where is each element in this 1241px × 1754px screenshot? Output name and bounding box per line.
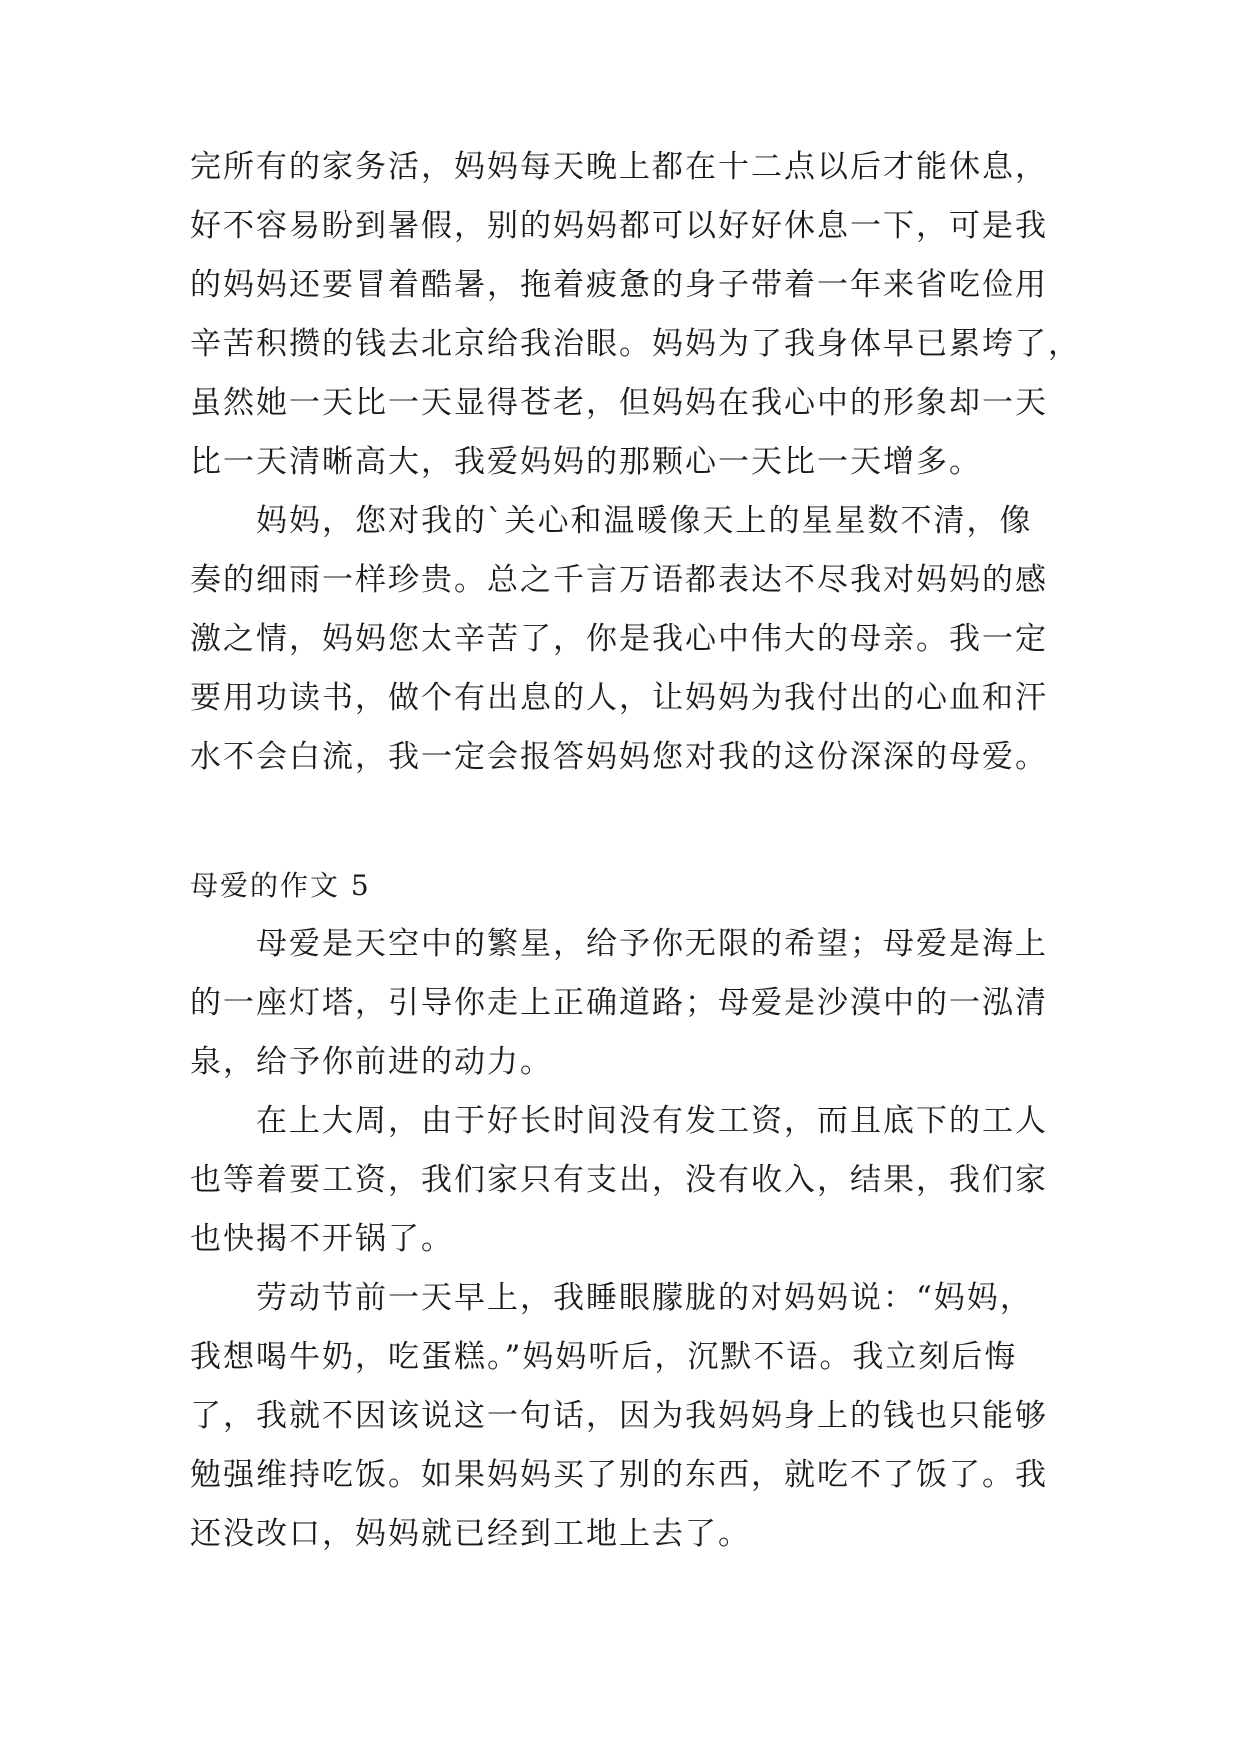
text-line: 好不容易盼到暑假，别的妈妈都可以好好休息一下，可是我 xyxy=(190,208,1048,244)
essay-5-body xyxy=(190,915,1090,1564)
text-line: 要用功读书，做个有出息的人，让妈妈为我付出的心血和汗 xyxy=(190,680,1048,716)
text-line: 也等着要工资，我们家只有支出，没有收入，结果，我们家 xyxy=(190,1162,1048,1198)
essay-continuation xyxy=(190,138,1090,787)
paragraph-first-line: 妈妈，您对我的`关心和温暖像天上的星星数不清，像 xyxy=(256,503,1033,539)
text-line: 比一天清晰高大，我爱妈妈的那颗心一天比一天增多。 xyxy=(190,444,982,480)
text-line: 水不会白流，我一定会报答妈妈您对我的这份深深的母爱。 xyxy=(190,739,1048,775)
text-line: 奏的细雨一样珍贵。总之千言万语都表达不尽我对妈妈的感 xyxy=(190,562,1048,598)
text-line: 辛苦积攒的钱去北京给我治眼。妈妈为了我身体早已累垮了， xyxy=(190,326,1081,362)
text-line: 了，我就不因该说这一句话，因为我妈妈身上的钱也只能够 xyxy=(190,1398,1048,1434)
text-line: 激之情，妈妈您太辛苦了，你是我心中伟大的母亲。我一定 xyxy=(190,621,1048,657)
text-line: 完所有的家务活，妈妈每天晚上都在十二点以后才能休息， xyxy=(190,149,1048,185)
essay-title: 母爱的作文 5 xyxy=(190,869,371,902)
text-line: 的一座灯塔，引导你走上正确道路；母爱是沙漠中的一泓清 xyxy=(190,985,1048,1021)
text-line: 我想喝牛奶，吃蛋糕。”妈妈听后，沉默不语。我立刻后悔 xyxy=(190,1339,1018,1375)
text-line: 还没改口，妈妈就已经到工地上去了。 xyxy=(190,1516,751,1552)
section-heading xyxy=(190,856,1090,915)
text-line: 勉强维持吃饭。如果妈妈买了别的东西，就吃不了饭了。我 xyxy=(190,1457,1048,1493)
paragraph-first-line: 母爱是天空中的繁星，给予你无限的希望；母爱是海上 xyxy=(256,926,1048,962)
text-line: 泉，给予你前进的动力。 xyxy=(190,1044,553,1080)
paragraph-first-line: 在上大周，由于好长时间没有发工资，而且底下的工人 xyxy=(256,1103,1048,1139)
paragraph-first-line: 劳动节前一天早上，我睡眼朦胧的对妈妈说：“妈妈， xyxy=(256,1280,1033,1316)
text-line: 的妈妈还要冒着酷暑，拖着疲惫的身子带着一年来省吃俭用 xyxy=(190,267,1048,303)
text-line: 虽然她一天比一天显得苍老，但妈妈在我心中的形象却一天 xyxy=(190,385,1048,421)
text-line: 也快揭不开锅了。 xyxy=(190,1221,454,1257)
